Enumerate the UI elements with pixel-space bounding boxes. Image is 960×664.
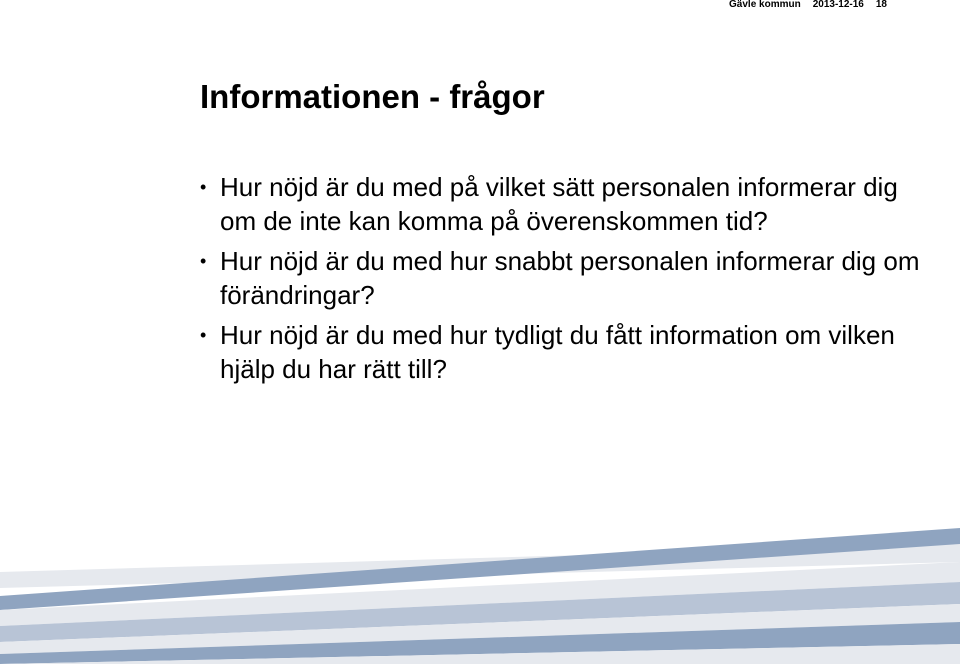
bullet-text: Hur nöjd är du med hur snabbt personalen informerar dig om förändringar? <box>220 246 920 310</box>
bullet-marker: • <box>200 251 207 271</box>
bullet-item <box>200 170 920 238</box>
bullet-text: Hur nöjd är du med hur tydligt du fått information om vilken hjälp du har rätt till? <box>220 320 895 384</box>
organization-name: Gävle kommun <box>729 0 801 10</box>
slide-date: 2013-12-16 <box>812 0 864 10</box>
bullet-marker: • <box>200 325 207 345</box>
slide-title: Informationen - frågor <box>200 78 545 115</box>
bullet-item <box>200 244 920 312</box>
bullet-marker: • <box>200 177 207 197</box>
footer-decoration <box>0 504 960 664</box>
slide-header <box>729 0 960 10</box>
bullet-list <box>200 170 920 392</box>
page-number: 18 <box>875 0 887 10</box>
bullet-item <box>200 318 920 386</box>
bullet-text: Hur nöjd är du med på vilket sätt personalen informerar dig om de inte kan komma på överenskommen tid? <box>220 172 898 236</box>
